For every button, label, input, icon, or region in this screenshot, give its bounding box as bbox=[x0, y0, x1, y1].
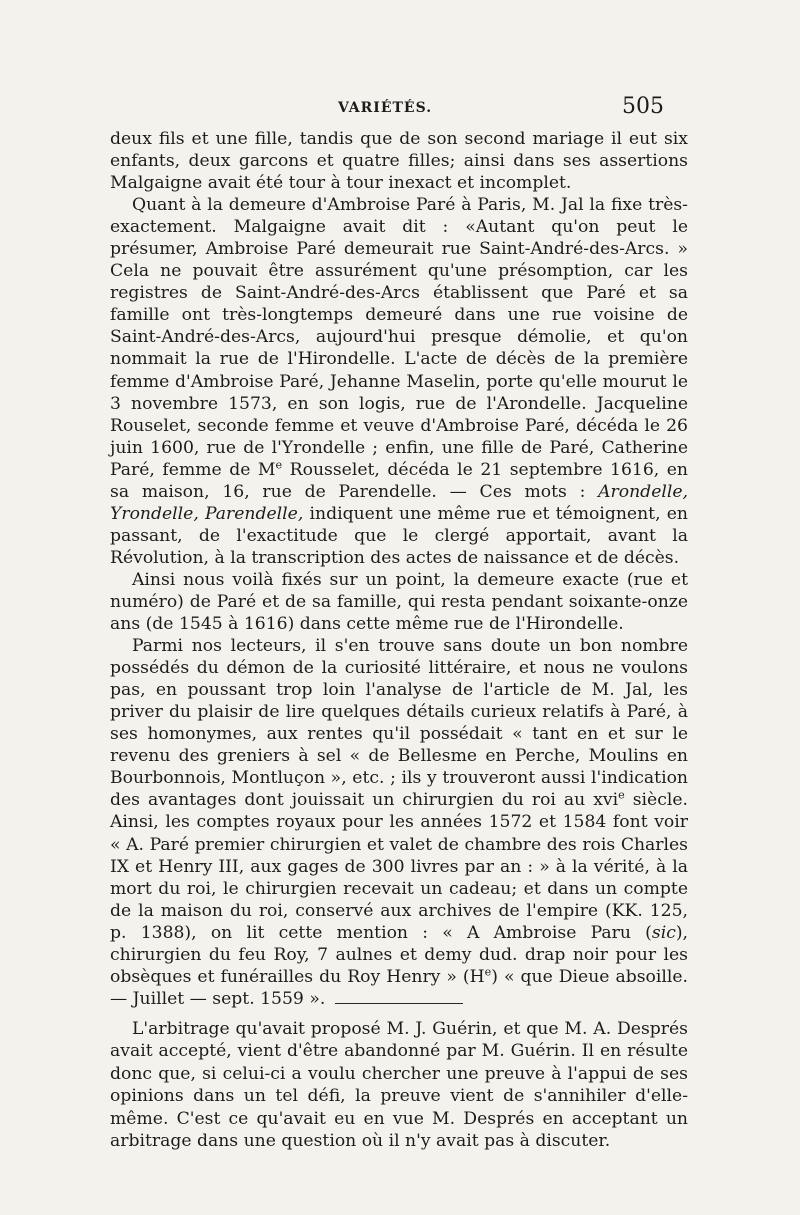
paragraph-continuation: deux fils et une fille, tandis que de son second mariage il eut six enfants, deux garcons et quatre filles; ainsi dans ses assertions Malgaigne avait été tour à tour inexact et incomplet. bbox=[110, 129, 688, 194]
paragraph-lecteurs bbox=[110, 635, 688, 1010]
paragraph-ainsi: Ainsi nous voilà fixés sur un point, la demeure exacte (rue et numéro) de Paré et de sa famille, qui resta pendant soixante-onze ans (de 1545 à 1616) dans cette même rue de l'Hirondelle. bbox=[110, 569, 688, 635]
italic-sic: sic bbox=[651, 922, 676, 943]
paragraph-lecteurs-part3: ), chirurgien du feu Roy, 7 aulnes et demy dud. drap noir pour les obsèques et funérailles du Roy Henry » (H bbox=[110, 922, 688, 987]
section-divider bbox=[335, 1003, 463, 1004]
paragraph-demeure-part3: indiquent une même rue et témoignent, en passant, de l'exactitude que le clergé apportait, avant la Révolution, à la transcription des actes de naissance et de décès. bbox=[110, 503, 688, 568]
paragraph-lecteurs-part1: Parmi nos lecteurs, il s'en trouve sans doute un bon nombre possédés du démon de la curiosité littéraire, et nous ne voulons pas, en poussant trop loin l'analyse de l'article de M. Jal, les priver du plaisir de lire quelques détails curieux relatifs à Paré, à ses homonymes, aux rentes qu'il possédait « tant en et sur le revenu des greniers à sel « de Bellesme en Perche, Moulins en Bourbonnois, Montluçon », etc. ; ils y trouveront aussi l'indication des avantages dont jouissait un chirurgien du roi au xvi bbox=[110, 636, 688, 811]
paragraph-lecteurs-part2: siècle. Ainsi, les comptes royaux pour les années 1572 et 1584 font voir « A. Paré premier chirurgien et valet de chambre des rois Charles IX et Henry III, aux gages de 300 livres par an : » à la vérité, à la mort du roi, le chirurgien recevait un cadeau; et dans un compte de la maison du roi, conservé aux archives de l'empire (KK. 125, p. 1388), on lit cette mention : « A Ambroise Paru ( bbox=[110, 790, 688, 943]
superscript-e: e bbox=[618, 788, 625, 802]
paragraph-demeure-part2: Rousselet, décéda le 21 septembre 1616, en sa maison, 16, rue de Parendelle. — Ces mots : bbox=[110, 459, 688, 502]
superscript-e: e bbox=[275, 457, 283, 471]
page-number: 505 bbox=[622, 94, 664, 119]
paragraph-demeure bbox=[110, 194, 688, 569]
arbitrage-section bbox=[110, 1018, 688, 1152]
main-text bbox=[110, 128, 688, 1010]
superscript-e: e bbox=[484, 965, 492, 979]
running-title: VARIÉTÉS. bbox=[338, 100, 433, 116]
italic-street-names: Arondelle, Yrondelle, Parendelle, bbox=[110, 481, 688, 524]
paragraph-lecteurs-part4: ) « que Dieue absoille. — Juillet — sept. 1559 ». bbox=[110, 966, 688, 1009]
paragraph-demeure-part1: Quant à la demeure d'Ambroise Paré à Paris, M. Jal la fixe très-exactement. Malgaigne avait dit : «Autant qu'on peut le présumer, Ambroise Paré demeurait rue Saint-André-des-Arcs. » Cela ne pouvait être assurément qu'une présomption, car les registres de Saint-André-des-Arcs établissent que Paré et sa famille ont très-longtemps demeuré dans une rue voisine de Saint-André-des-Arcs, aujourd'hui presque démolie, et qu'on nommait la rue de l'Hirondelle. L'acte de décès de la première femme d'Ambroise Paré, Jehanne Maselin, porte qu'elle mourut le 3 novembre 1573, en son logis, rue de l'Arondelle. Jacqueline Rouselet, seconde femme et veuve d'Ambroise Paré, décéda le 26 juin 1600, rue de l'Yrondelle ; enfin, une fille de Paré, Catherine Paré, femme de M bbox=[110, 195, 688, 480]
paragraph-arbitrage: L'arbitrage qu'avait proposé M. J. Guérin, et que M. A. Després avait accepté, vient d'être abandonné par M. Guérin. Il en résulte donc que, si celui-ci a voulu chercher une preuve à l'appui de ses opinions dans un tel défi, la preuve vient de s'annihiler d'elle-même. C'est ce qu'avait eu en vue M. Després en acceptant un arbitrage dans une question où il n'y avait pas à discuter. bbox=[110, 1019, 688, 1152]
